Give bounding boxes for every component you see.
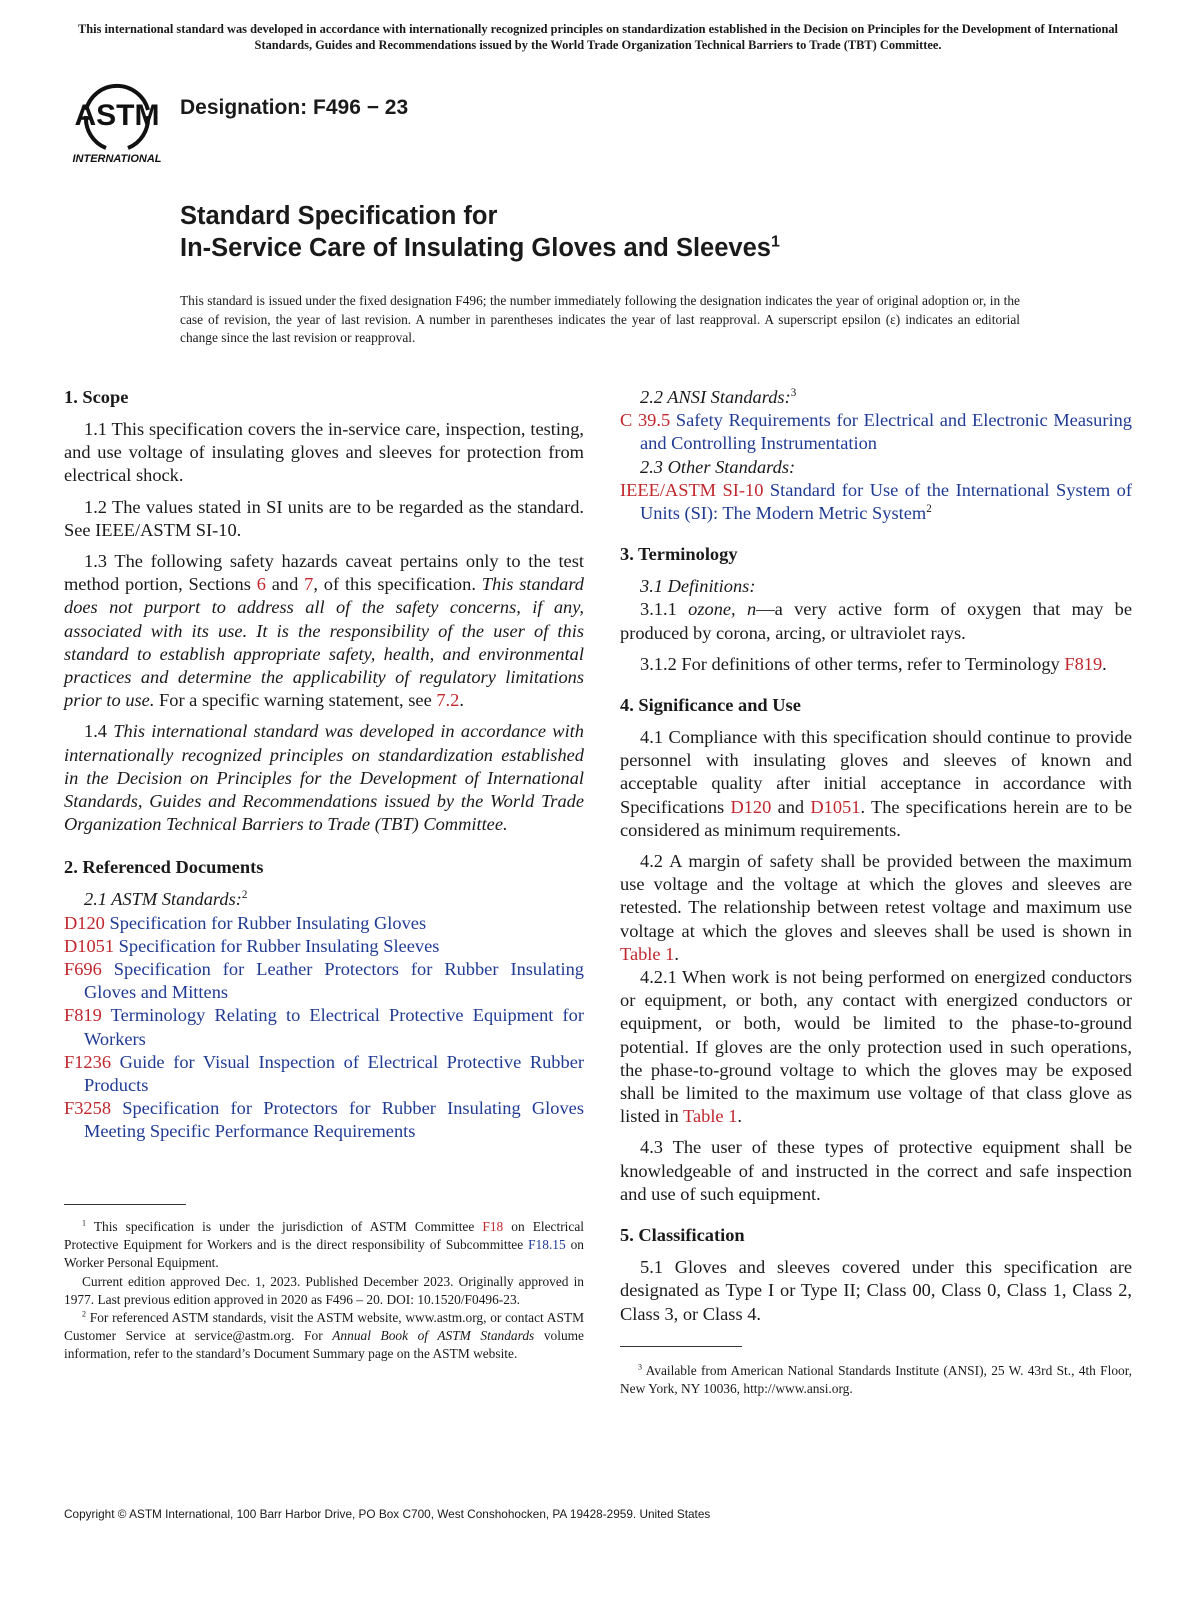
footnote-2: $^2$ For referenced ASTM standards, visit the ASTM website, www.astm.org, or contact ASTM Customer Service at service@astm.org. For Annual Book of ASTM Standards volume information, refer to the standard’s Document Summary page on the ASTM website. xyxy=(64,1309,584,1362)
section-scope xyxy=(64,386,584,836)
link-section-7[interactable]: 7 xyxy=(304,574,314,595)
footnote-3: $^3$ Available from American National Standards Institute (ANSI), 25 W. 43rd St., 4th Floor, New York, NY 10036, http://www.ansi.org. xyxy=(620,1362,1132,1397)
standard-title-link[interactable]: Specification for Rubber Insulating Gloves xyxy=(104,912,427,933)
header-notice: This international standard was developed in accordance with internationally recognized principles on standardization established in the Decision on Principles for the Development of International Standards, Guides and Recommendations issued by the World Trade Organization Technical Barriers to Trade (TBT) Committee. xyxy=(77,22,1119,52)
section-significance xyxy=(620,694,1132,1206)
scope-1-4: 1.4 This international standard was developed in accordance with internationally recognized principles on standardization established in the Decision on Principles for the Development of International Standards, Guides and Recommendations issued by the World Trade Organization Technical Barriers to Trade (TBT) Committee. xyxy=(64,721,584,835)
sig-4-1: 4.1 Compliance with this specification should continue to provide personnel with insulating gloves and sleeves of known and acceptable quality after initial acceptance in accordance with Specifications D120 and D1051. The specifications herein are to be considered as minimum requirements. xyxy=(620,727,1132,840)
other-standard-item xyxy=(620,479,1132,525)
astm-standard-item xyxy=(64,958,584,1004)
ansi-standards-label: 2.2 ANSI Standards:$^3$ xyxy=(640,386,797,407)
link-table-1[interactable]: Table 1 xyxy=(683,1106,738,1127)
astm-standard-item xyxy=(64,1004,584,1050)
standard-code-link[interactable]: D1051 xyxy=(64,935,115,956)
footnotes-left xyxy=(64,1218,584,1364)
link-section-7-2[interactable]: 7.2 xyxy=(436,690,460,711)
footnote-rule-left xyxy=(64,1204,186,1205)
section-classification xyxy=(620,1224,1132,1326)
other-standards-list xyxy=(620,479,1132,525)
footnotes-right xyxy=(620,1362,1132,1398)
significance-heading: 4. Significance and Use xyxy=(620,695,801,716)
link-d120[interactable]: D120 xyxy=(730,796,772,817)
ansi-standards-list xyxy=(620,409,1132,455)
link-d1051[interactable]: D1051 xyxy=(810,796,861,817)
sig-4-2-1: 4.2.1 When work is not being performed on energized conductors or equipment, or both, any contact with energized conductors or equipment, or both, would be limited to the phase-to-ground potential. If gloves are the only protection used in such operations, the phase-to-ground voltage to which the gloves may be exposed shall be limited to the maximum use voltage of that class glove as listed in Table 1. xyxy=(620,967,1132,1127)
footnote-marker: 2 xyxy=(926,502,932,515)
preamble: This standard is issued under the fixed designation F496; the number immediately following the designation indicates the year of original adoption or, in the case of revision, the year of last revision. A number in parentheses indicates the year of last reapproval. A superscript epsilon (ε) indicates an editorial change since the last revision or reapproval. xyxy=(180,293,1020,345)
section-terminology xyxy=(620,543,1132,676)
standard-code-link[interactable]: F3258 xyxy=(64,1098,112,1119)
scope-1-1: 1.1 This specification covers the in-service care, inspection, testing, and use voltage of insulating gloves and sleeves for protection from electrical shock. xyxy=(64,419,584,486)
sig-4-2: 4.2 A margin of safety shall be provided between the maximum use voltage and the voltage at which the gloves and sleeves are retested. The relationship between retest voltage and maximum use voltage at which the gloves and sleeves shall be used is shown in Table 1. xyxy=(620,851,1132,964)
title-line-1: Standard Specification for xyxy=(180,202,498,230)
link-f18[interactable]: F18 xyxy=(482,1219,504,1234)
title-footnote: 1 xyxy=(770,233,780,251)
terminology-heading: 3. Terminology xyxy=(620,544,738,565)
standard-code-link[interactable]: D120 xyxy=(64,912,105,933)
right-column xyxy=(620,386,1132,1341)
left-column xyxy=(64,386,584,1159)
astm-standard-item xyxy=(64,935,584,958)
title-line-2: In-Service Care of Insulating Gloves and Sleeves xyxy=(180,234,771,262)
link-section-6[interactable]: 6 xyxy=(256,574,266,595)
section-referenced-continued xyxy=(620,386,1132,525)
astm-logo xyxy=(66,70,168,166)
link-f18-15[interactable]: F18.15 xyxy=(528,1237,566,1253)
designation: Designation: F496 − 23 xyxy=(180,96,409,119)
standard-title-link[interactable]: Guide for Visual Inspection of Electrical Protective Rubber Products xyxy=(84,1051,584,1096)
footnote-1: $^1$ This specification is under the jurisdiction of ASTM Committee F18 on Electrical Protective Equipment for Workers and is the direct responsibility of Subcommittee F18.15 on Worker Personal Equipment. xyxy=(64,1218,584,1271)
astm-standards-label: 2.1 ASTM Standards:$^2$ xyxy=(84,889,248,910)
standard-code-link[interactable]: F1236 xyxy=(64,1051,112,1072)
standard-title-link[interactable]: Specification for Protectors for Rubber Insulating Gloves Meeting Specific Performance Requirements xyxy=(84,1098,584,1142)
link-f819[interactable]: F819 xyxy=(1064,653,1103,674)
standard-title-link[interactable]: Specification for Leather Protectors for Rubber Insulating Gloves and Mittens xyxy=(84,959,584,1003)
other-standards-label: 2.3 Other Standards: xyxy=(640,456,796,477)
standard-title-link[interactable]: Safety Requirements for Electrical and Electronic Measuring and Controlling Instrumentation xyxy=(640,410,1132,454)
astm-standards-list xyxy=(64,912,584,1144)
term-3-1-2: 3.1.2 For definitions of other terms, refer to Terminology F819. xyxy=(640,653,1107,674)
logo-subtext: INTERNATIONAL xyxy=(72,153,162,165)
copyright: Copyright © ASTM International, 100 Barr Harbor Drive, PO Box C700, West Conshohocken, PA 19428-2959. United States xyxy=(64,1507,711,1521)
astm-standard-item xyxy=(64,1097,584,1143)
astm-standard-item xyxy=(64,912,584,935)
standard-code-link[interactable]: F819 xyxy=(64,1005,102,1026)
scope-1-3: 1.3 The following safety hazards caveat pertains only to the test method portion, Sections 6 and 7, of this specification. This standard does not purport to address all of the safety concerns, if any, associated with its use. It is the responsibility of the user of this standard to establish appropriate safety, health, and environmental practices and determine the applicability of regulatory limitations prior to use. For a specific warning statement, see 7.2. xyxy=(64,551,584,711)
standard-code-link[interactable]: F696 xyxy=(64,959,102,980)
standard-title-link[interactable]: Specification for Rubber Insulating Sleeves xyxy=(114,935,440,956)
ansi-standard-item xyxy=(620,409,1132,455)
standard-code-link[interactable]: C 39.5 xyxy=(620,410,671,431)
scope-1-2: 1.2 The values stated in SI units are to be regarded as the standard. See IEEE/ASTM SI-10. xyxy=(64,496,584,540)
logo-text: ASTM xyxy=(74,99,160,132)
document-title xyxy=(180,200,780,264)
astm-standard-item xyxy=(64,1051,584,1097)
sig-4-3: 4.3 The user of these types of protective equipment shall be knowledgeable of and instructed in the correct and safe inspection and use of such equipment. xyxy=(620,1137,1132,1204)
definitions-label: 3.1 Definitions: xyxy=(640,576,756,597)
term-3-1-1: 3.1.1 ozone, n—a very active form of oxygen that may be produced by corona, arcing, or ultraviolet rays. xyxy=(620,599,1132,643)
classification-heading: 5. Classification xyxy=(620,1225,745,1246)
referenced-heading: 2. Referenced Documents xyxy=(64,857,264,878)
standard-code-link[interactable]: IEEE/ASTM SI-10 xyxy=(620,479,764,500)
link-table-1[interactable]: Table 1 xyxy=(620,943,675,964)
standard-title-link[interactable]: Standard for Use of the International System of Units (SI): The Modern Metric System xyxy=(640,479,1133,524)
class-5-1: 5.1 Gloves and sleeves covered under this specification are designated as Type I or Type II; Class 00, Class 0, Class 1, Class 2, Class 3, or Class 4. xyxy=(620,1257,1132,1324)
footnote-1-edition: Current edition approved Dec. 1, 2023. Published December 2023. Originally approved in 1977. Last previous edition approved in 2020 as F496 – 20. DOI: 10.1520/F0496-23. xyxy=(64,1273,584,1307)
scope-heading: 1. Scope xyxy=(64,387,129,407)
section-referenced-documents xyxy=(64,856,584,1143)
footnote-rule-right xyxy=(620,1346,742,1347)
standard-title-link[interactable]: Terminology Relating to Electrical Protective Equipment for Workers xyxy=(84,1005,584,1049)
